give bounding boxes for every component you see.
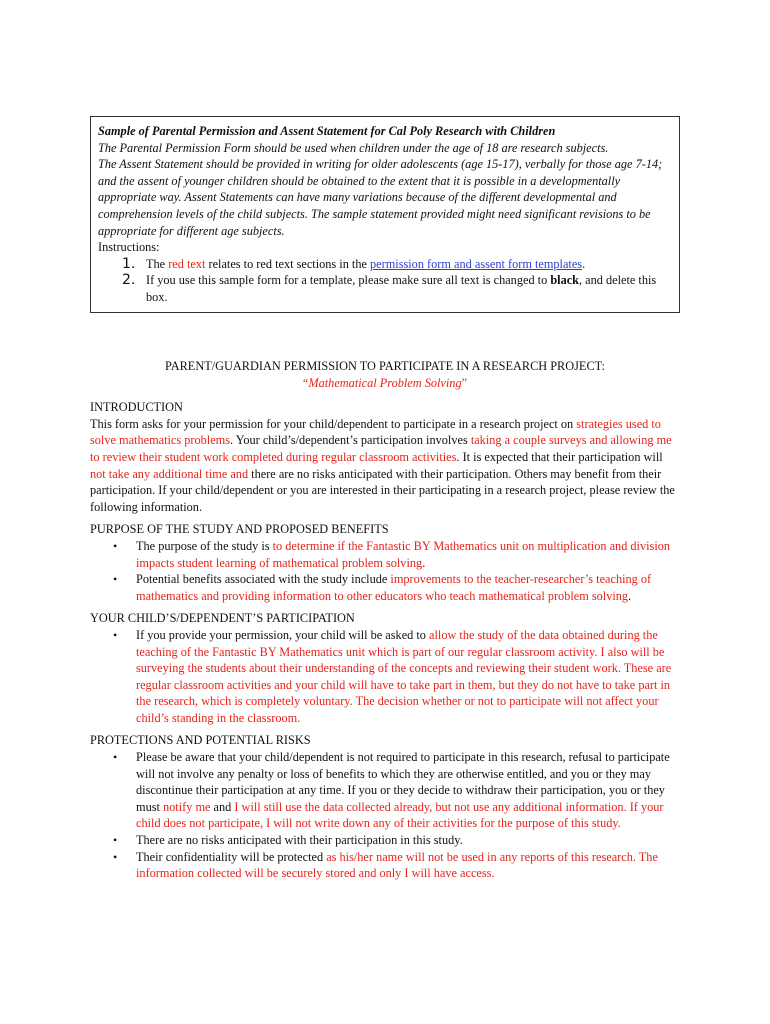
- instruction-box: [90, 116, 680, 313]
- box-title: Sample of Parental Permission and Assent Statement for Cal Poly Research with Children: [98, 124, 556, 138]
- red-text: I will still use the data collected already, but not use any additional information. If your child does not participate, I will not write down any of their activities for the purpose of this study.: [136, 799, 664, 831]
- list-item: [90, 571, 680, 604]
- section-title-purpose: PURPOSE OF THE STUDY AND PROPOSED BENEFITS: [90, 522, 389, 537]
- text-run: The: [146, 256, 169, 271]
- participation-list: [90, 627, 680, 727]
- section-title-introduction: INTRODUCTION: [90, 400, 183, 415]
- red-text: to determine if the Fantastic BY Mathematics unit on multiplication and division impacts student learning of mathematical problem solving: [136, 538, 671, 570]
- red-text-sample: red text: [168, 256, 206, 271]
- instructions-label: Instructions:: [98, 240, 160, 255]
- bullet-icon: •: [113, 627, 118, 642]
- introduction-paragraph: [90, 416, 680, 516]
- box-line-2: The Assent Statement should be provided in writing for older adolescents (age 15-17), verbally for those age 7-14; and the assent of younger children should be obtained to the extent that it is possible in a developmentally appropriate way. Assent Statements can have many variations because of the different developmental and comprehension levels of the child subjects. The sample statement provided might need significant revisions to be appropriate for different age subjects.: [98, 157, 663, 238]
- section-title-protections: PROTECTIONS AND POTENTIAL RISKS: [90, 733, 311, 748]
- red-text: improvements to the teacher-researcher’s teaching of mathematics and providing information to other educators who teach mathematical problem solving: [136, 572, 652, 603]
- list-item: [90, 749, 680, 832]
- instructions-list: [98, 256, 674, 306]
- text-run: This form asks for your permission for your child/dependent to participate in a research project on: [90, 416, 577, 431]
- red-text: as his/her name will not be used in any reports of this research. The information collected will be securely stored and only I will have access.: [136, 849, 658, 881]
- text-run: .: [628, 588, 632, 603]
- red-text: not take any additional time and: [90, 466, 249, 481]
- red-text: taking a couple surveys and allowing me to review their student work completed during regular classroom activities: [90, 433, 672, 464]
- instruction-item-1: [98, 256, 674, 273]
- box-line-1: The Parental Permission Form should be used when children under the age of 18 are research subjects.: [98, 140, 609, 155]
- black-word: black: [550, 273, 580, 288]
- red-text: notify me: [163, 799, 211, 814]
- study-title: [90, 375, 680, 392]
- bullet-icon: •: [113, 849, 118, 864]
- protections-list: [90, 749, 680, 882]
- instruction-item-2: [98, 272, 674, 305]
- text-run: and: [210, 799, 235, 814]
- templates-link[interactable]: permission form and assent form templates: [370, 256, 583, 271]
- text-run: relates to red text sections in the: [205, 256, 371, 271]
- text-run: If you use this sample form for a template, please make sure all text is changed to: [146, 273, 551, 288]
- list-item: [90, 832, 680, 849]
- purpose-list: [90, 538, 680, 604]
- section-title-participation: YOUR CHILD’S/DEPENDENT’S PARTICIPATION: [90, 611, 355, 626]
- text-run: The purpose of the study is: [136, 538, 273, 553]
- text-run: Their confidentiality will be protected: [136, 849, 327, 864]
- text-run: Please be aware that your child/dependent is not required to participate in this research, refusal to participate will not involve any penalty or loss of benefits to which they are otherwise entitled, and you or they may discontinue their participation at any time. If you or they decide to withdraw their participation, you or they must: [136, 750, 670, 814]
- text-run: , and delete this box.: [146, 273, 657, 304]
- text-run: If you provide your permission, your child will be asked to: [136, 627, 430, 642]
- red-text: strategies used to solve mathematics problems: [90, 416, 661, 448]
- red-text: allow the study of the data obtained during the teaching of the Fantastic BY Mathematics unit which is part of our regular classroom activity. I also will be surveying the students about their understanding of the concepts and reviewing their student work. These are regular classroom activities and your child will have to take part in them, but they do not have to take part in the research, which is completely voluntary. The decision whether or not to participate will not affect your child’s standing in the classroom.: [136, 627, 672, 725]
- list-item: [90, 627, 680, 727]
- quote-close: ”: [461, 375, 468, 390]
- bullet-icon: •: [113, 833, 118, 848]
- text-run: There are no risks anticipated with their participation in this study.: [136, 833, 463, 848]
- text-run: Potential benefits associated with the study include: [136, 572, 391, 587]
- quote-open: “: [302, 375, 309, 390]
- item-number: 2.: [122, 272, 136, 289]
- text-run: there are no risks anticipated with their participation. Others may benefit from their participation. If your child/dependent or you are interested in their participating in a research project, please review the following information.: [90, 466, 675, 514]
- study-title-text: Mathematical Problem Solving: [308, 375, 462, 390]
- bullet-icon: •: [113, 572, 118, 587]
- document-body: [90, 358, 680, 882]
- bullet-icon: •: [113, 538, 118, 553]
- text-run: .: [422, 555, 426, 570]
- list-item: [90, 849, 680, 882]
- item-number: 1.: [122, 255, 136, 272]
- bullet-icon: •: [113, 750, 118, 765]
- text-run: . It is expected that their participation will: [456, 449, 663, 464]
- list-item: [90, 538, 680, 571]
- text-run: . Your child’s/dependent’s participation involves: [230, 433, 471, 448]
- form-heading: PARENT/GUARDIAN PERMISSION TO PARTICIPATE IN A RESEARCH PROJECT:: [165, 359, 605, 373]
- text-run: .: [582, 256, 586, 271]
